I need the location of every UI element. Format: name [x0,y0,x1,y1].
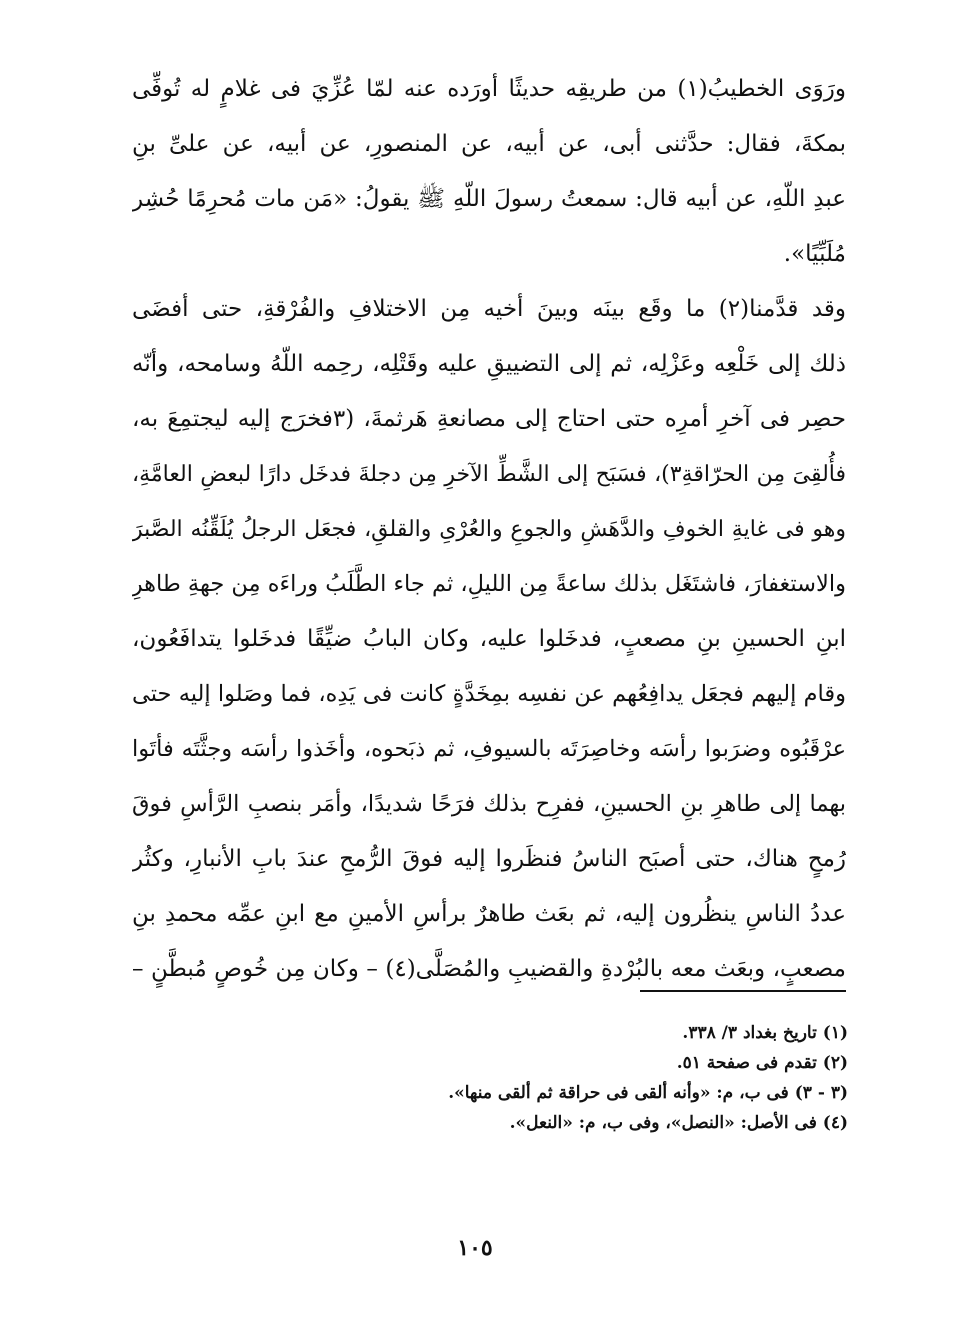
text-line: ذلك إلى خَلْعِه وعَزْلِه، ثم إلى التضييقِ عليه وقَتْلِه، رحِمه اللّهُ وسامحه، وأنّه [132,351,846,377]
text-line: بهما إلى طاهرِ بنِ الحسينِ، ففرِح بذلك فرَحًا شديدًا، وأمَر بنصبِ الرَّأسِ فوقَ [132,791,846,817]
text-line: حصِر فى آخرِ أمرِه حتى احتاج إلى مصانعةِ هَرثمةَ، (٣فخرَج إليه ليجتمِعَ به، [132,406,846,432]
footnotes [300,1018,848,1138]
page-number: ١٠٥ [457,1235,493,1261]
text-line: مصعبٍ، وبعَث معه بالبُرْدةِ والقضيبِ والمُصَلَّى(٤) – وكان مِن خُوصٍ مُبطَّنٍ – [132,956,846,982]
text-line: عددُ الناسِ ينظُرون إليه، ثم بعَث طاهرٌ برأسِ الأمينِ مع ابنِ عمِّه محمدِ بنِ [132,901,846,927]
text-line: مُلَبِّيًا». [783,241,846,267]
text-line: بمكةَ، فقال: حدَّثنى أبى، عن أبيه، عن المنصورِ، عن أبيه، عن علىِّ بنِ [132,131,846,157]
footnote: (١) تاريخ بغداد ٣/ ٣٣٨. [682,1023,848,1043]
text-line: وقام إليهم فجعَل يدافِعُهم عن نفسِه بمِخَدَّةٍ كانت فى يَدِه، فما وصَلوا إليه حتى [132,681,846,707]
paragraph-2 [132,282,846,997]
text-line: والاستغفارَ، فاشتَغَل بذلك ساعةً مِن الليلِ، ثم جاء الطَّلَبُ وراءَه مِن جهةِ طاهرِ [132,571,846,597]
footnote: (٣ - ٣) فى ب، م: «وأنه ألقى فى حراقة ثم ألقى منها». [448,1083,848,1103]
text-line: عبدِ اللّهِ، عن أبيه قال: سمعتُ رسولَ اللّهِ ﷺ يقولُ: «مَن مات مُحرِمًا حُشِر [132,186,846,212]
text-line: فأُلقِىَ مِن الحرّاقةِ٣)، فسَبَح إلى الشَّطِّ الآخرِ مِن دجلةَ فدخَل دارًا لبعضِ العامَّةِ، [132,462,846,487]
text-line: رُمحٍ هناك، حتى أصبَح الناسُ فنظَروا إليه فوقَ الرُّمحِ عندَ بابِ الأنبارِ، وكثُر [132,846,846,872]
text-line: ابنِ الحسينِ بنِ مصعبٍ، فدخَلوا عليه، وكان البابُ ضيِّقًا فدخَلوا يتدافَعُون، [132,626,846,652]
footnote-separator [640,990,846,992]
text-line: ورَوَى الخطيبُ(١) من طريقِه حديثًا أورَده عنه لمّا عُزِّيَ فى غلامٍ له تُوفِّى [132,76,846,102]
text-line: وهو فى غايةِ الخوفِ والدَّهَشِ والجوعِ والعُرْىِ والقلقِ، فجعَل الرجلُ يُلَقِّنُه الصَّبرَ [132,517,846,542]
text-line: وقد قدَّمنا(٢) ما وقَع بينَه وبينَ أخيه مِن الاختلافِ والفُرْقةِ، حتى أفضَى [132,296,846,322]
text-line: عرْقَبُوه وضرَبوا رأسَه وخاصِرَتَه بالسيوفِ، ثم ذبَحوه، وأخَذوا رأسَه وجثَّتَه فأتَوا [132,736,846,762]
footnote: (٤) فى الأصل: «النصل»، وفى ب، م: «النعل». [509,1113,848,1133]
footnote: (٢) تقدم فى صفحة ٥١. [676,1053,848,1073]
paragraph-1 [132,62,846,282]
